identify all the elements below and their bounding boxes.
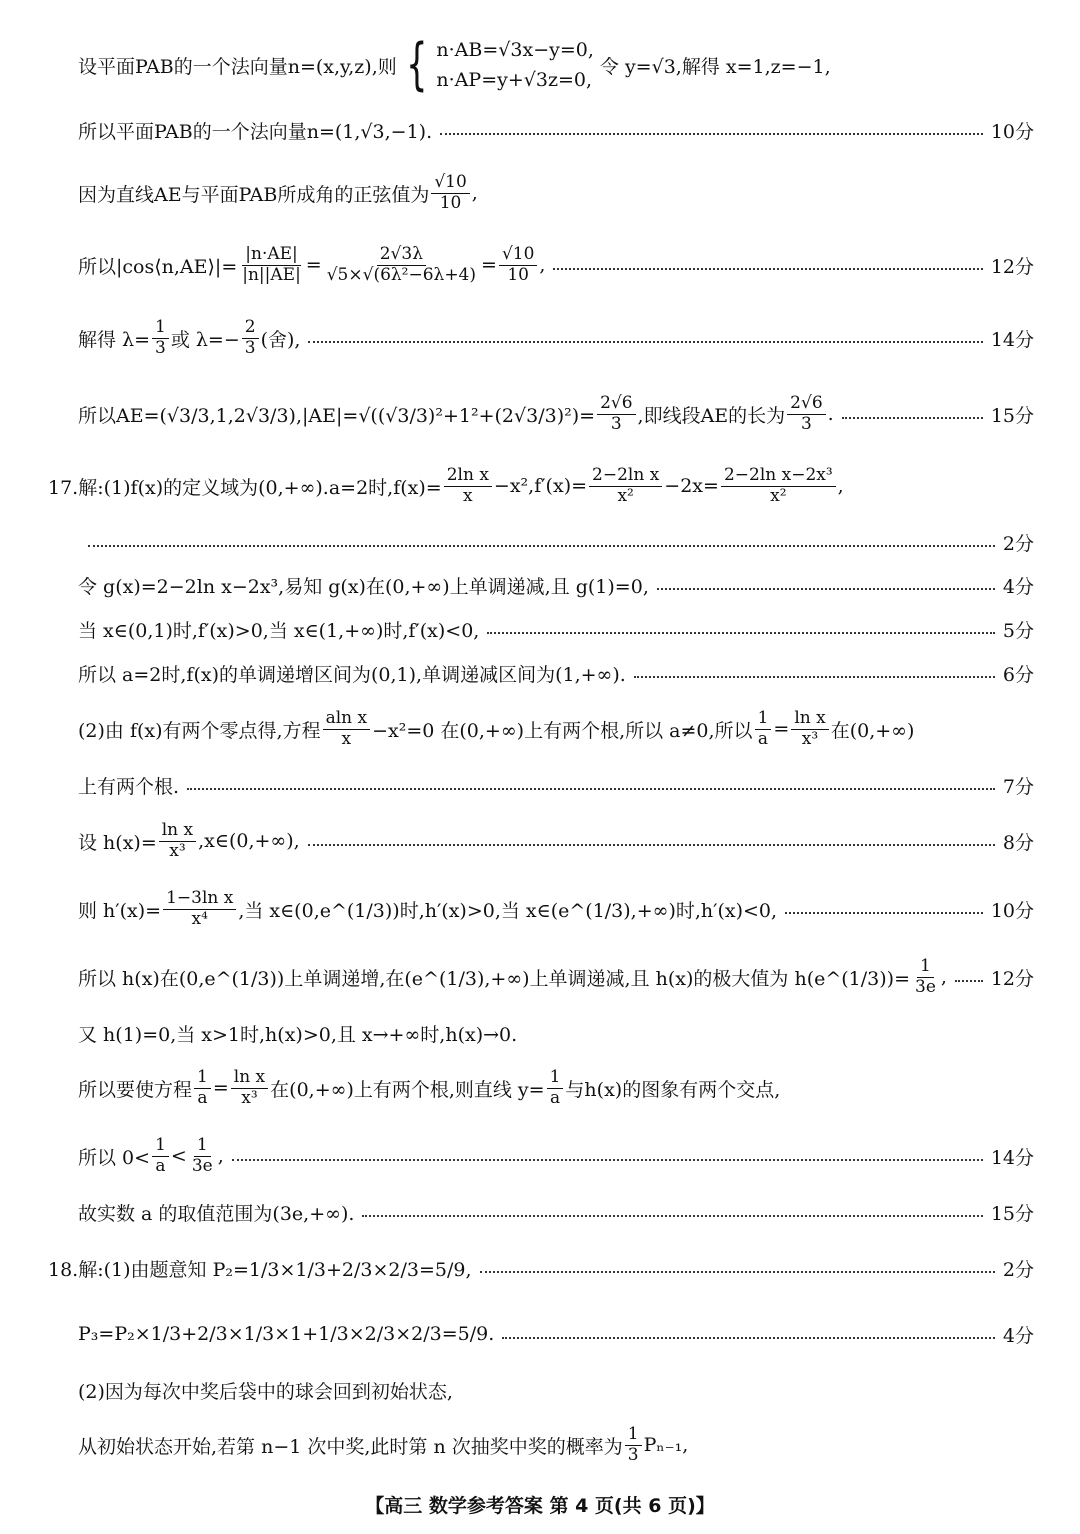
- fraction: $\frac{2√6}{3}$: [787, 394, 825, 434]
- fraction: $\frac{\text{ln x}}{\text{x³}}$: [159, 821, 196, 861]
- score-points: 10分: [990, 120, 1034, 143]
- text-tail: ,: [539, 254, 546, 276]
- line-09: [78, 565, 1034, 605]
- text: 所以AE=(√3/3,1,2√3/3),|AE|=√((√3/3)²+1²+(2√3/3)²)=: [78, 404, 596, 427]
- text: 所以 h(x)在(0,e^(1/3))上单调递增,在(e^(1/3),+∞)上单调递减,且 h(x)的极大值为 h(e^(1/3))=: [78, 967, 911, 990]
- dot-leader: [88, 545, 995, 547]
- fraction: $\frac{1}{3e}$: [915, 955, 936, 997]
- dot-leader: [657, 588, 995, 590]
- line-04: 所以|cos⟨n,AE⟩|= $\frac{|n\cdot AE|}{|n||AE|}$ = $\frac{2√3\lambda}{\text{√5×√(6λ²−6λ+4)}}$ = $\frac{√10}{10}$ , 12分: [78, 243, 1034, 285]
- text: 所以 0<: [78, 1146, 151, 1169]
- dot-leader: [187, 788, 995, 790]
- line-24: [78, 1425, 1034, 1465]
- line-11: [78, 653, 1034, 693]
- fraction: $\frac{\text{2−2ln x}}{\text{x²}}$: [589, 466, 662, 506]
- score-points: 2分: [1002, 532, 1034, 555]
- fraction: $\frac{\text{2−2ln x−2x³}}{\text{x²}}$: [721, 466, 836, 506]
- equation-1: n·AB=√3x−y=0,: [436, 38, 594, 61]
- text-mid: =: [773, 718, 790, 740]
- line-16: [78, 957, 1034, 997]
- brace-icon: {: [405, 32, 428, 97]
- text: 又 h(1)=0,当 x>1时,h(x)>0,且 x→+∞时,h(x)→0.: [78, 1023, 518, 1046]
- fraction: $\frac{\text{aln x}}{x}$: [323, 709, 371, 749]
- fraction: $\frac{1}{a}$: [194, 1068, 211, 1108]
- score-points: 2分: [1002, 1258, 1034, 1281]
- dot-leader: [487, 632, 995, 634]
- line-19: [78, 1136, 1034, 1176]
- line-21: [48, 1248, 1034, 1288]
- text: 设 h(x)=: [78, 831, 157, 854]
- text-tail: ,: [471, 182, 478, 204]
- text: 17.解:(1)f(x)的定义域为(0,+∞).a=2时,f(x)=: [48, 476, 442, 499]
- line-22: [78, 1314, 1034, 1354]
- page-footer: 【高三 数学参考答案 第 4 页(共 6 页)】: [365, 1495, 715, 1517]
- text: 所以|cos⟨n,AE⟩|=: [78, 255, 238, 278]
- text: 18.解:(1)由题意知 P₂=1/3×1/3+2/3×2/3=5/9,: [48, 1258, 472, 1281]
- score-points: 7分: [1002, 775, 1034, 798]
- score-points: 10分: [990, 899, 1034, 922]
- score-points: 6分: [1002, 663, 1034, 686]
- text-tail: ,: [940, 966, 947, 988]
- fraction: $\frac{|n\cdot AE|}{|n||AE|}$: [242, 243, 301, 285]
- fraction: $\frac{√10}{10}$: [499, 245, 537, 285]
- line-06: [78, 394, 1034, 434]
- text-tail: (舍),: [260, 328, 301, 351]
- dot-leader: [308, 341, 982, 343]
- text-tail: ,: [837, 475, 844, 497]
- score-points: 4分: [1002, 1324, 1034, 1347]
- score-points: 12分: [990, 967, 1034, 990]
- line-23: [78, 1370, 1034, 1410]
- text-mid: ,即线段AE的长为: [637, 404, 786, 427]
- line-03: [78, 173, 1034, 213]
- fraction: $\frac{\text{ln x}}{\text{x³}}$: [231, 1068, 268, 1108]
- line-18: [78, 1068, 1034, 1108]
- text-tail: 令 y=√3,解得 x=1,z=−1,: [599, 55, 831, 78]
- text: P₃=P₂×1/3+2/3×1/3×1+1/3×2/3×2/3=5/9.: [78, 1323, 495, 1345]
- dot-leader: [308, 844, 995, 846]
- fraction: $\frac{\text{ln x}}{\text{x³}}$: [791, 709, 828, 749]
- text: (2)由 f(x)有两个零点得,方程: [78, 719, 321, 742]
- line-05: [78, 318, 1034, 358]
- dot-leader: [440, 133, 983, 135]
- text-mid: 在(0,+∞)上有两个根,则直线 y=: [270, 1078, 545, 1101]
- text-tail: 在(0,+∞): [830, 719, 915, 742]
- text: 令 g(x)=2−2ln x−2x³,易知 g(x)在(0,+∞)上单调递减,且 g(1)=0,: [78, 575, 649, 598]
- text: 所以 a=2时,f(x)的单调递增区间为(0,1),单调递减区间为(1,+∞).: [78, 663, 626, 686]
- fraction: $\frac{\text{2ln x}}{x}$: [444, 466, 492, 506]
- dot-leader: [362, 1215, 982, 1217]
- score-points: 14分: [990, 328, 1034, 351]
- fraction: $\frac{1}{3}$: [625, 1425, 642, 1465]
- dot-leader: [634, 676, 995, 678]
- line-17: [78, 1013, 1034, 1053]
- score-points: 15分: [990, 1202, 1034, 1225]
- score-points: 5分: [1002, 619, 1034, 642]
- fraction: $\frac{2}{3}$: [242, 318, 259, 358]
- fraction: $\frac{√10}{10}$: [431, 173, 469, 213]
- text-mid: −x²,f′(x)=: [493, 475, 588, 497]
- score-points: 8分: [1002, 831, 1034, 854]
- equation-system: [397, 32, 594, 97]
- text: 从初始状态开始,若第 n−1 次中奖,此时第 n 次抽奖中奖的概率为: [78, 1435, 623, 1458]
- line-13: [78, 765, 1034, 805]
- text-mid: <: [170, 1145, 187, 1167]
- text-tail: ,: [217, 1145, 224, 1167]
- text-mid: 或 λ=−: [170, 328, 240, 351]
- text-tail: Pₙ₋₁,: [643, 1434, 689, 1456]
- fraction: $\frac{1}{3e}$: [191, 1134, 213, 1176]
- dot-leader: [955, 980, 983, 982]
- score-points: 4分: [1002, 575, 1034, 598]
- line-07: [48, 466, 1034, 506]
- equation-2: n·AP=y+√3z=0,: [436, 69, 593, 91]
- text-tail: ,x∈(0,+∞),: [198, 830, 300, 852]
- dot-leader: [480, 1271, 995, 1273]
- text: 解得 λ=: [78, 328, 151, 351]
- fraction: $\frac{\text{1−3ln x}}{\text{x⁴}}$: [163, 889, 236, 929]
- text: (2)因为每次中奖后袋中的球会回到初始状态,: [78, 1380, 453, 1403]
- score-points: 12分: [990, 255, 1034, 278]
- text: 故实数 a 的取值范围为(3e,+∞).: [78, 1202, 355, 1225]
- score-points: 15分: [990, 404, 1034, 427]
- text: 当 x∈(0,1)时,f′(x)>0,当 x∈(1,+∞)时,f′(x)<0,: [78, 619, 480, 642]
- score-points: 14分: [990, 1146, 1034, 1169]
- dot-leader: [502, 1337, 995, 1339]
- fraction: $\frac{2√6}{3}$: [597, 394, 635, 434]
- text: 所以平面PAB的一个法向量n=(1,√3,−1).: [78, 120, 433, 143]
- line-02: [78, 110, 1034, 150]
- text: 则 h′(x)=: [78, 899, 162, 922]
- fraction: $\frac{1}{a}$: [152, 1136, 169, 1176]
- fraction: $\frac{1}{a}$: [755, 709, 772, 749]
- text-mid: =: [212, 1077, 229, 1099]
- line-15: [78, 889, 1034, 929]
- fraction: $\frac{1}{a}$: [547, 1068, 564, 1108]
- fraction: $\frac{2√3\lambda}{\text{√5×√(6λ²−6λ+4)}}$: [326, 243, 477, 285]
- text: 设平面PAB的一个法向量n=(x,y,z),则: [78, 55, 397, 78]
- text: 上有两个根.: [78, 775, 180, 798]
- dot-leader: [553, 268, 982, 270]
- line-08: [88, 522, 1034, 562]
- text-tail: ,当 x∈(0,e^(1/3))时,h′(x)>0,当 x∈(e^(1/3),+∞)时,h′(x)<0,: [238, 899, 778, 922]
- dot-leader: [785, 912, 983, 914]
- fraction: $\frac{1}{3}$: [152, 318, 169, 358]
- text-mid: −x²=0 在(0,+∞)上有两个根,所以 a≠0,所以: [372, 719, 753, 742]
- dot-leader: [232, 1159, 983, 1161]
- text-tail: .: [827, 403, 834, 425]
- dot-leader: [842, 417, 983, 419]
- line-20: [78, 1192, 1034, 1232]
- line-12: [78, 709, 1034, 749]
- text-tail: 与h(x)的图象有两个交点,: [565, 1078, 781, 1101]
- text: 所以要使方程: [78, 1078, 193, 1101]
- line-10: [78, 609, 1034, 649]
- line-01: [78, 32, 1034, 97]
- line-14: [78, 821, 1034, 861]
- text-mid: −2x=: [664, 475, 719, 497]
- text: 因为直线AE与平面PAB所成角的正弦值为: [78, 183, 430, 206]
